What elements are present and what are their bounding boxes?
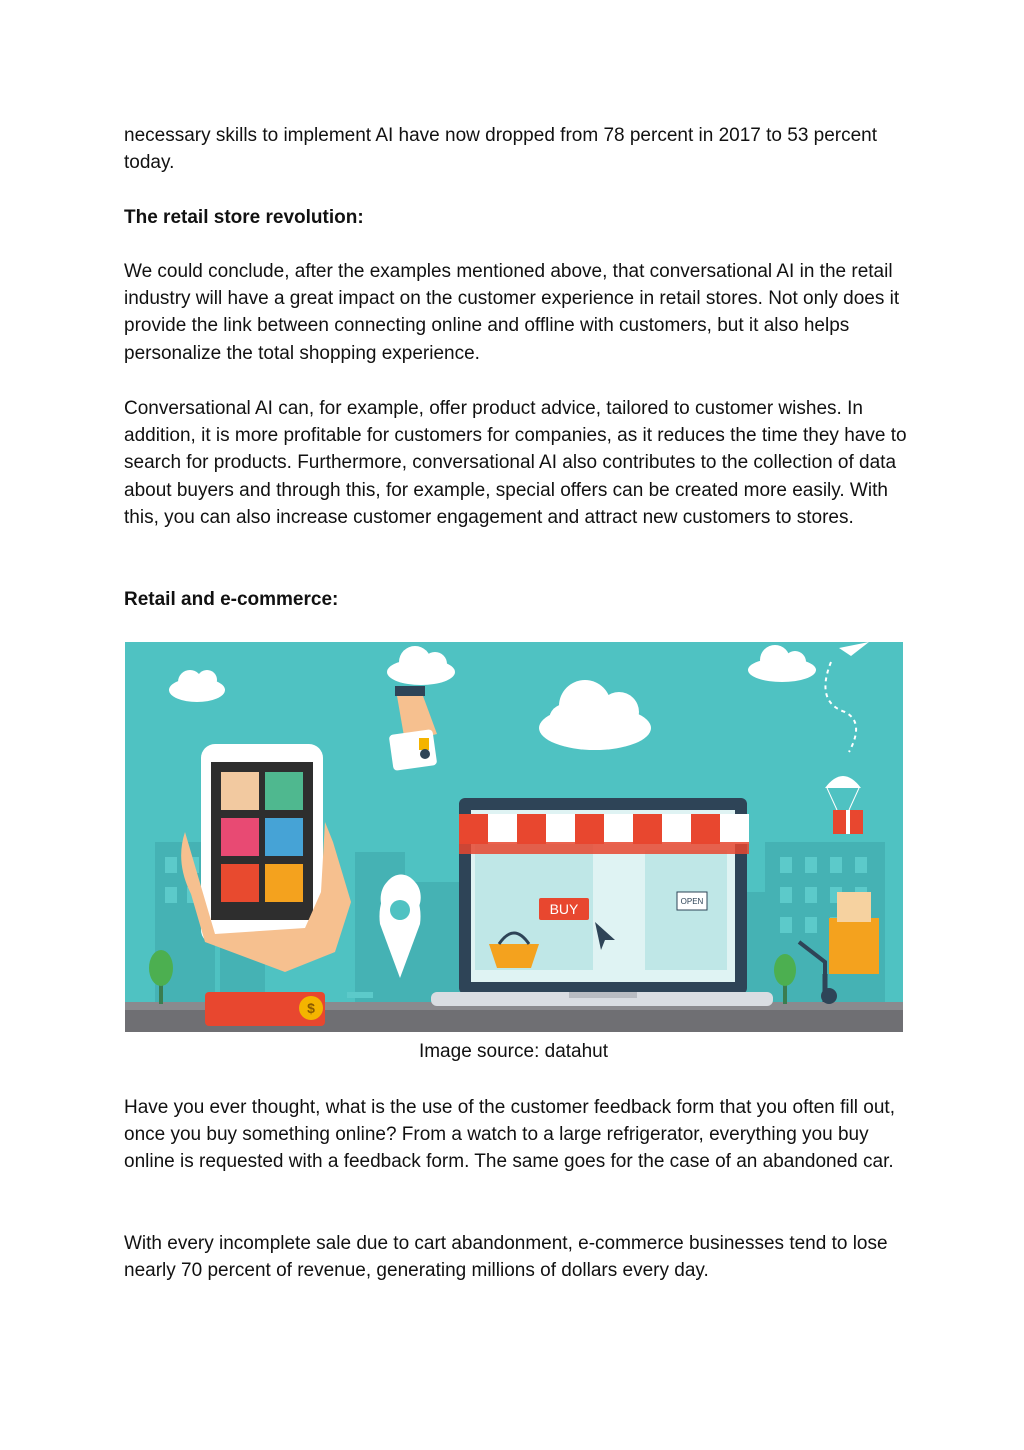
- buy-sign: BUY: [549, 901, 579, 917]
- bench: [347, 992, 373, 998]
- paragraph-cart-abandonment: With every incomplete sale due to cart abandonment, e-commerce businesses tend to lose nearly 70 percent of revenue, generating millions of dollars every day.: [124, 1233, 888, 1282]
- paragraph-conclusion: We could conclude, after the examples mentioned above, that conversational AI in the retail industry will have a great impact on the customer experience in retail stores. Not only does it provide the link between connecting online and offline with customers, but it also helps personalize the total shopping experience.: [124, 261, 900, 364]
- image-caption: Image source: datahut: [418, 1041, 609, 1062]
- coin-dollar-icon: $: [307, 1000, 315, 1016]
- heading-retail-store-revolution: The retail store revolution:: [124, 207, 364, 228]
- paragraph-product-advice: Conversational AI can, for example, offer product advice, tailored to customer wishes. In addition, it is more profitable for customers for companies, as it reduces the time they have to search for products. Furthermore, conversational AI also contributes to the collection of data about buyers and through this, for example, special offers can be created more easily. With this, you can also increase customer engagement and attract new customers to stores.: [124, 398, 907, 528]
- paragraph-feedback: Have you ever thought, what is the use of the customer feedback form that you often fill out, once you buy something online? From a watch to a large refrigerator, everything you buy online is requested with a feedback form. The same goes for the case of an abandoned car.: [124, 1097, 895, 1173]
- retail-ecommerce-illustration: [125, 642, 903, 1032]
- heading-retail-ecommerce: Retail and e-commerce:: [124, 589, 339, 610]
- laptop-storefront: [431, 798, 773, 1006]
- awning: [459, 814, 749, 854]
- intro-paragraph: necessary skills to implement AI have now dropped from 78 percent in 2017 to 53 percent today.: [124, 125, 878, 174]
- open-sign: OPEN: [680, 897, 704, 906]
